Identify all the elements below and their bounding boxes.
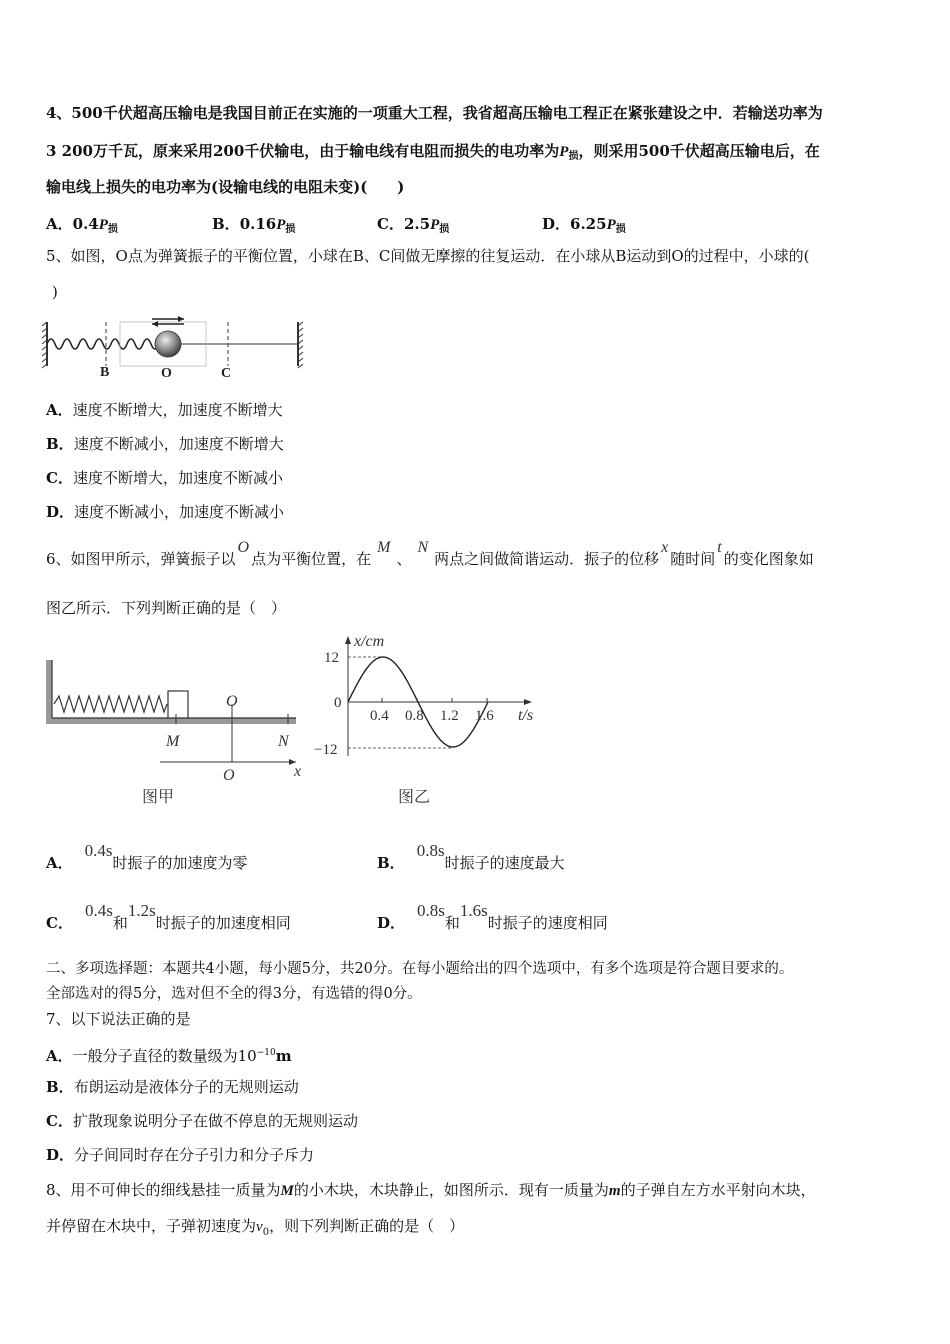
- q6-stem-line2: 图乙所示．下列判断正确的是（ ）: [46, 599, 287, 617]
- q4-stem-line2: 3 200万千瓦，原来采用200千伏输电，由于输电线有电阻而损失的电功率为$P_损$，则采用500千伏超高压输电后，在: [46, 142, 820, 162]
- q5-stem-line2: ): [52, 283, 58, 301]
- q6-left-caption: 图甲: [142, 787, 175, 806]
- q5-label-o: O: [161, 366, 172, 381]
- q5-option-d[interactable]: D．速度不断减小，加速度不断减小: [46, 503, 285, 521]
- section2-heading-line2: 全部选对的得5分，选对但不全的得3分，有选错的得0分。: [46, 986, 422, 1002]
- q4-option-d[interactable]: D．$6.25P_损$: [542, 215, 626, 235]
- q6-right-xlabel: t/s: [518, 707, 534, 724]
- q6-figure-right: [312, 628, 542, 812]
- q7-stem: 7、以下说法正确的是: [46, 1010, 191, 1028]
- q6-left-label-o-top: O: [226, 693, 238, 710]
- q6-option-d[interactable]: D．0.8s和1.6s时振子的速度相同: [377, 901, 608, 932]
- q6-figure-left: [40, 652, 312, 812]
- q6-right-xtick: 1.6: [475, 708, 494, 724]
- q6-option-b[interactable]: B．0.8s时振子的速度最大: [377, 841, 565, 872]
- q4-stem-line1: 4、500千伏超高压输电是我国目前正在实施的一项重大工程，我省超高压输电工程正在紧张建设之中．若输送功率为: [46, 104, 823, 122]
- q6-stem-line1: 6、如图甲所示，弹簧振子以O点为平衡位置，在M、N两点之间做简谐运动．振子的位移x随时间t的变化图象如: [46, 539, 814, 568]
- q6-left-label-x: x: [294, 763, 302, 780]
- q6-right-xtick: 1.2: [440, 708, 459, 724]
- q6-right-caption: 图乙: [398, 787, 431, 806]
- q4-option-b[interactable]: B．$0.16P_损$: [212, 215, 296, 235]
- q5-spring-oscillator-figure: [40, 314, 310, 382]
- q5-option-b[interactable]: B．速度不断减小，加速度不断增大: [46, 435, 284, 453]
- q5-stem-line1: 5、如图，O点为弹簧振子的平衡位置，小球在B、C间做无摩擦的往复运动．在小球从B运动到O的过程中，小球的(: [46, 247, 810, 265]
- q6-option-c[interactable]: C．0.4s和1.2s时振子的加速度相同: [46, 901, 291, 932]
- q6-left-label-n: N: [278, 733, 289, 750]
- q7-option-b[interactable]: B．布朗运动是液体分子的无规则运动: [46, 1078, 299, 1096]
- q6-right-xtick: 0.8: [405, 708, 424, 724]
- q8-stem-line1: 8、用不可伸长的细线悬挂一质量为M的小木块，木块静止，如图所示．现有一质量为m的子弹自左方水平射向木块，: [46, 1181, 816, 1199]
- q4-stem-line3: 输电线上损失的电功率为(设输电线的电阻未变)( ): [46, 178, 405, 196]
- q5-option-a[interactable]: A．速度不断增大，加速度不断增大: [46, 401, 283, 419]
- q7-option-d[interactable]: D．分子间同时存在分子引力和分子斥力: [46, 1146, 315, 1164]
- q6-right-ytick-zero: 0: [334, 695, 342, 711]
- q6-right-ytick-top: 12: [324, 650, 339, 666]
- q6-left-label-o-bottom: O: [223, 767, 235, 784]
- q6-right-ytick-bottom: −12: [314, 742, 338, 758]
- section2-heading-line1: 二、多项选择题：本题共4小题，每小题5分，共20分。在每小题给出的四个选项中，有多个选项是符合题目要求的。: [46, 961, 794, 977]
- q7-option-c[interactable]: C．扩散现象说明分子在做不停息的无规则运动: [46, 1112, 358, 1130]
- q5-label-b: B: [100, 365, 110, 380]
- q6-left-label-m: M: [166, 733, 180, 750]
- q5-label-c: C: [221, 366, 232, 381]
- q7-option-a[interactable]: A．一般分子直径的数量级为$10^{-10}m$: [46, 1047, 292, 1065]
- q8-stem-line2: 并停留在木块中，子弹初速度为$v_0$，则下列判断正确的是（ ）: [46, 1217, 465, 1238]
- q4-option-a[interactable]: A．$0.4P_损$: [46, 215, 118, 235]
- q6-option-a[interactable]: A．0.4s时振子的加速度为零: [46, 841, 248, 872]
- q6-right-ylabel: x/cm: [354, 633, 385, 650]
- q5-option-c[interactable]: C．速度不断增大，加速度不断减小: [46, 469, 283, 487]
- q4-option-c[interactable]: C．$2.5P_损$: [377, 215, 450, 235]
- q6-right-xtick: 0.4: [370, 708, 389, 724]
